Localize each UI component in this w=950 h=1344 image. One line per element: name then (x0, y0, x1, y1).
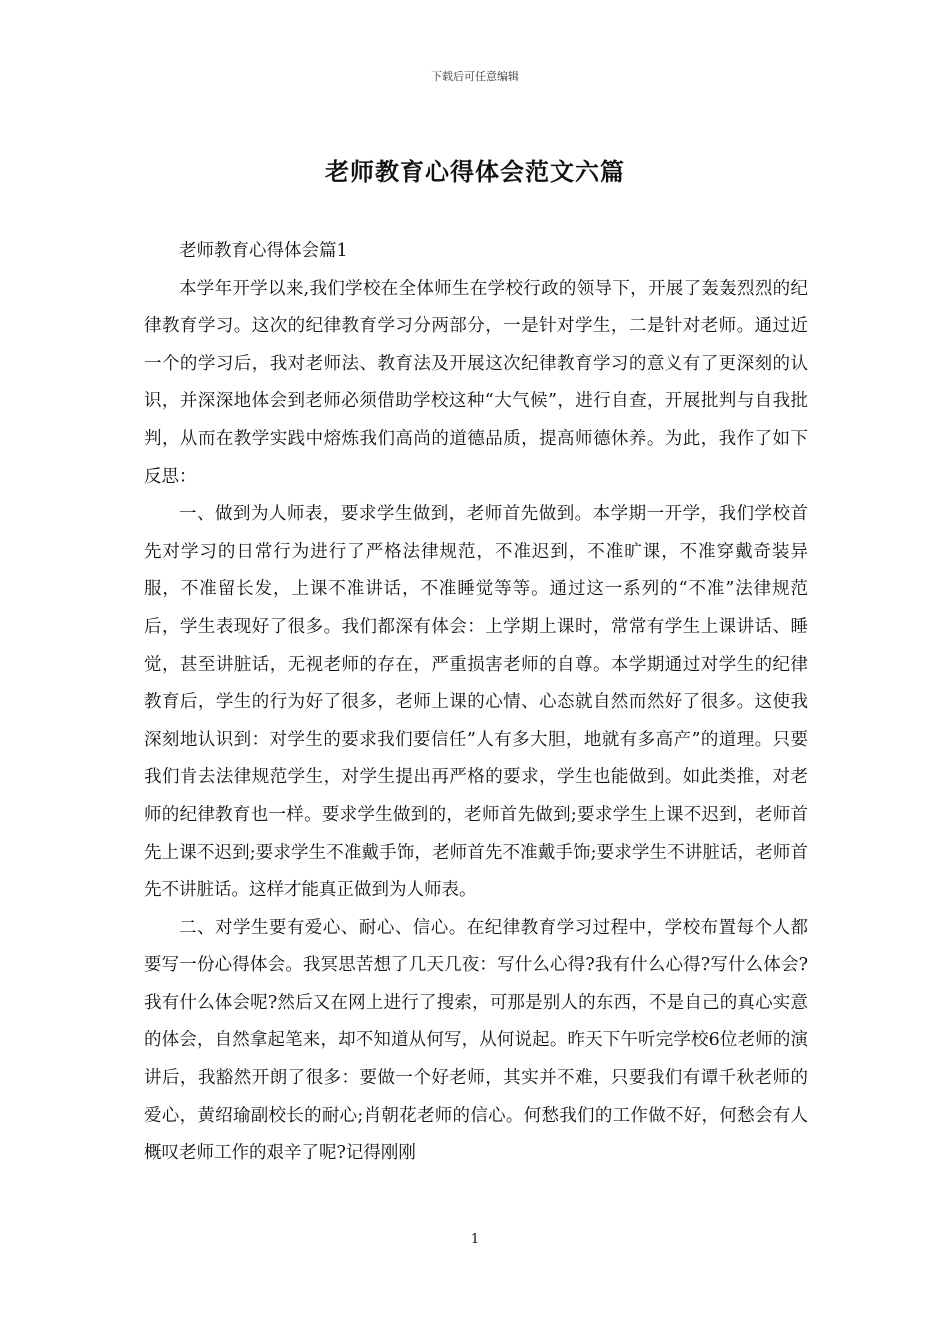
paragraph-intro: 本学年开学以来,我们学校在全体师生在学校行政的领导下，开展了轰轰烈烈的纪律教育学习。这次的纪律教育学习分两部分，一是针对学生，二是针对老师。通过近一个的学习后，我对老师法、教育法及开展这次纪律教育学习的意义有了更深刻的认识，并深深地体会到老师必须借助学校这种“大气候”，进行自查，开展批判与自我批判，从而在教学实践中熔炼我们高尚的道德品质，提高师德休养。为此，我作了如下反思： (144, 278, 808, 487)
header-note: 下载后可任意编辑 (431, 70, 519, 83)
document-title: 老师教育心得体会范文六篇 (325, 157, 625, 186)
page-number: 1 (470, 1232, 480, 1247)
document-body (144, 233, 808, 1173)
paragraph-point-one: 一、做到为人师表，要求学生做到，老师首先做到。本学期一开学，我们学校首先对学习的日常行为进行了严格法律规范，不准迟到，不准旷课，不准穿戴奇装异服，不准留长发，上课不准讲话，不准睡觉等等。通过这一系列的“不准”法律规范后，学生表现好了很多。我们都深有体会：上学期上课时，常常有学生上课讲话、睡觉，甚至讲脏话，无视老师的存在，严重损害老师的自尊。本学期通过对学生的纪律教育后，学生的行为好了很多，老师上课的心情、心态就自然而然好了很多。这使我深刻地认识到：对学生的要求我们要信任”人有多大胆，地就有多高产”的道理。只要我们肯去法律规范学生，对学生提出再严格的要求，学生也能做到。如此类推，对老师的纪律教育也一样。要求学生做到的，老师首先做到;要求学生上课不迟到，老师首先上课不迟到;要求学生不准戴手饰，老师首先不准戴手饰;要求学生不讲脏话，老师首先不讲脏话。这样才能真正做到为人师表。 (144, 504, 808, 901)
section-heading: 老师教育心得体会篇1 (179, 241, 348, 261)
paragraph-point-two: 二、对学生要有爱心、耐心、信心。在纪律教育学习过程中，学校布置每个人都要写一份心得体会。我冥思苦想了几天几夜：写什么心得?我有什么心得?写什么体会?我有什么体会呢?然后又在网上进行了搜索，可那是别人的东西，不是自己的真心实意的体会，自然拿起笔来，却不知道从何写，从何说起。昨天下午听完学校6位老师的演讲后，我豁然开朗了很多：要做一个好老师，其实并不难，只要我们有谭千秋老师的爱心，黄绍瑜副校长的耐心;肖朝花老师的信心。何愁我们的工作做不好，何愁会有人概叹老师工作的艰辛了呢?记得刚刚 (144, 917, 808, 1164)
